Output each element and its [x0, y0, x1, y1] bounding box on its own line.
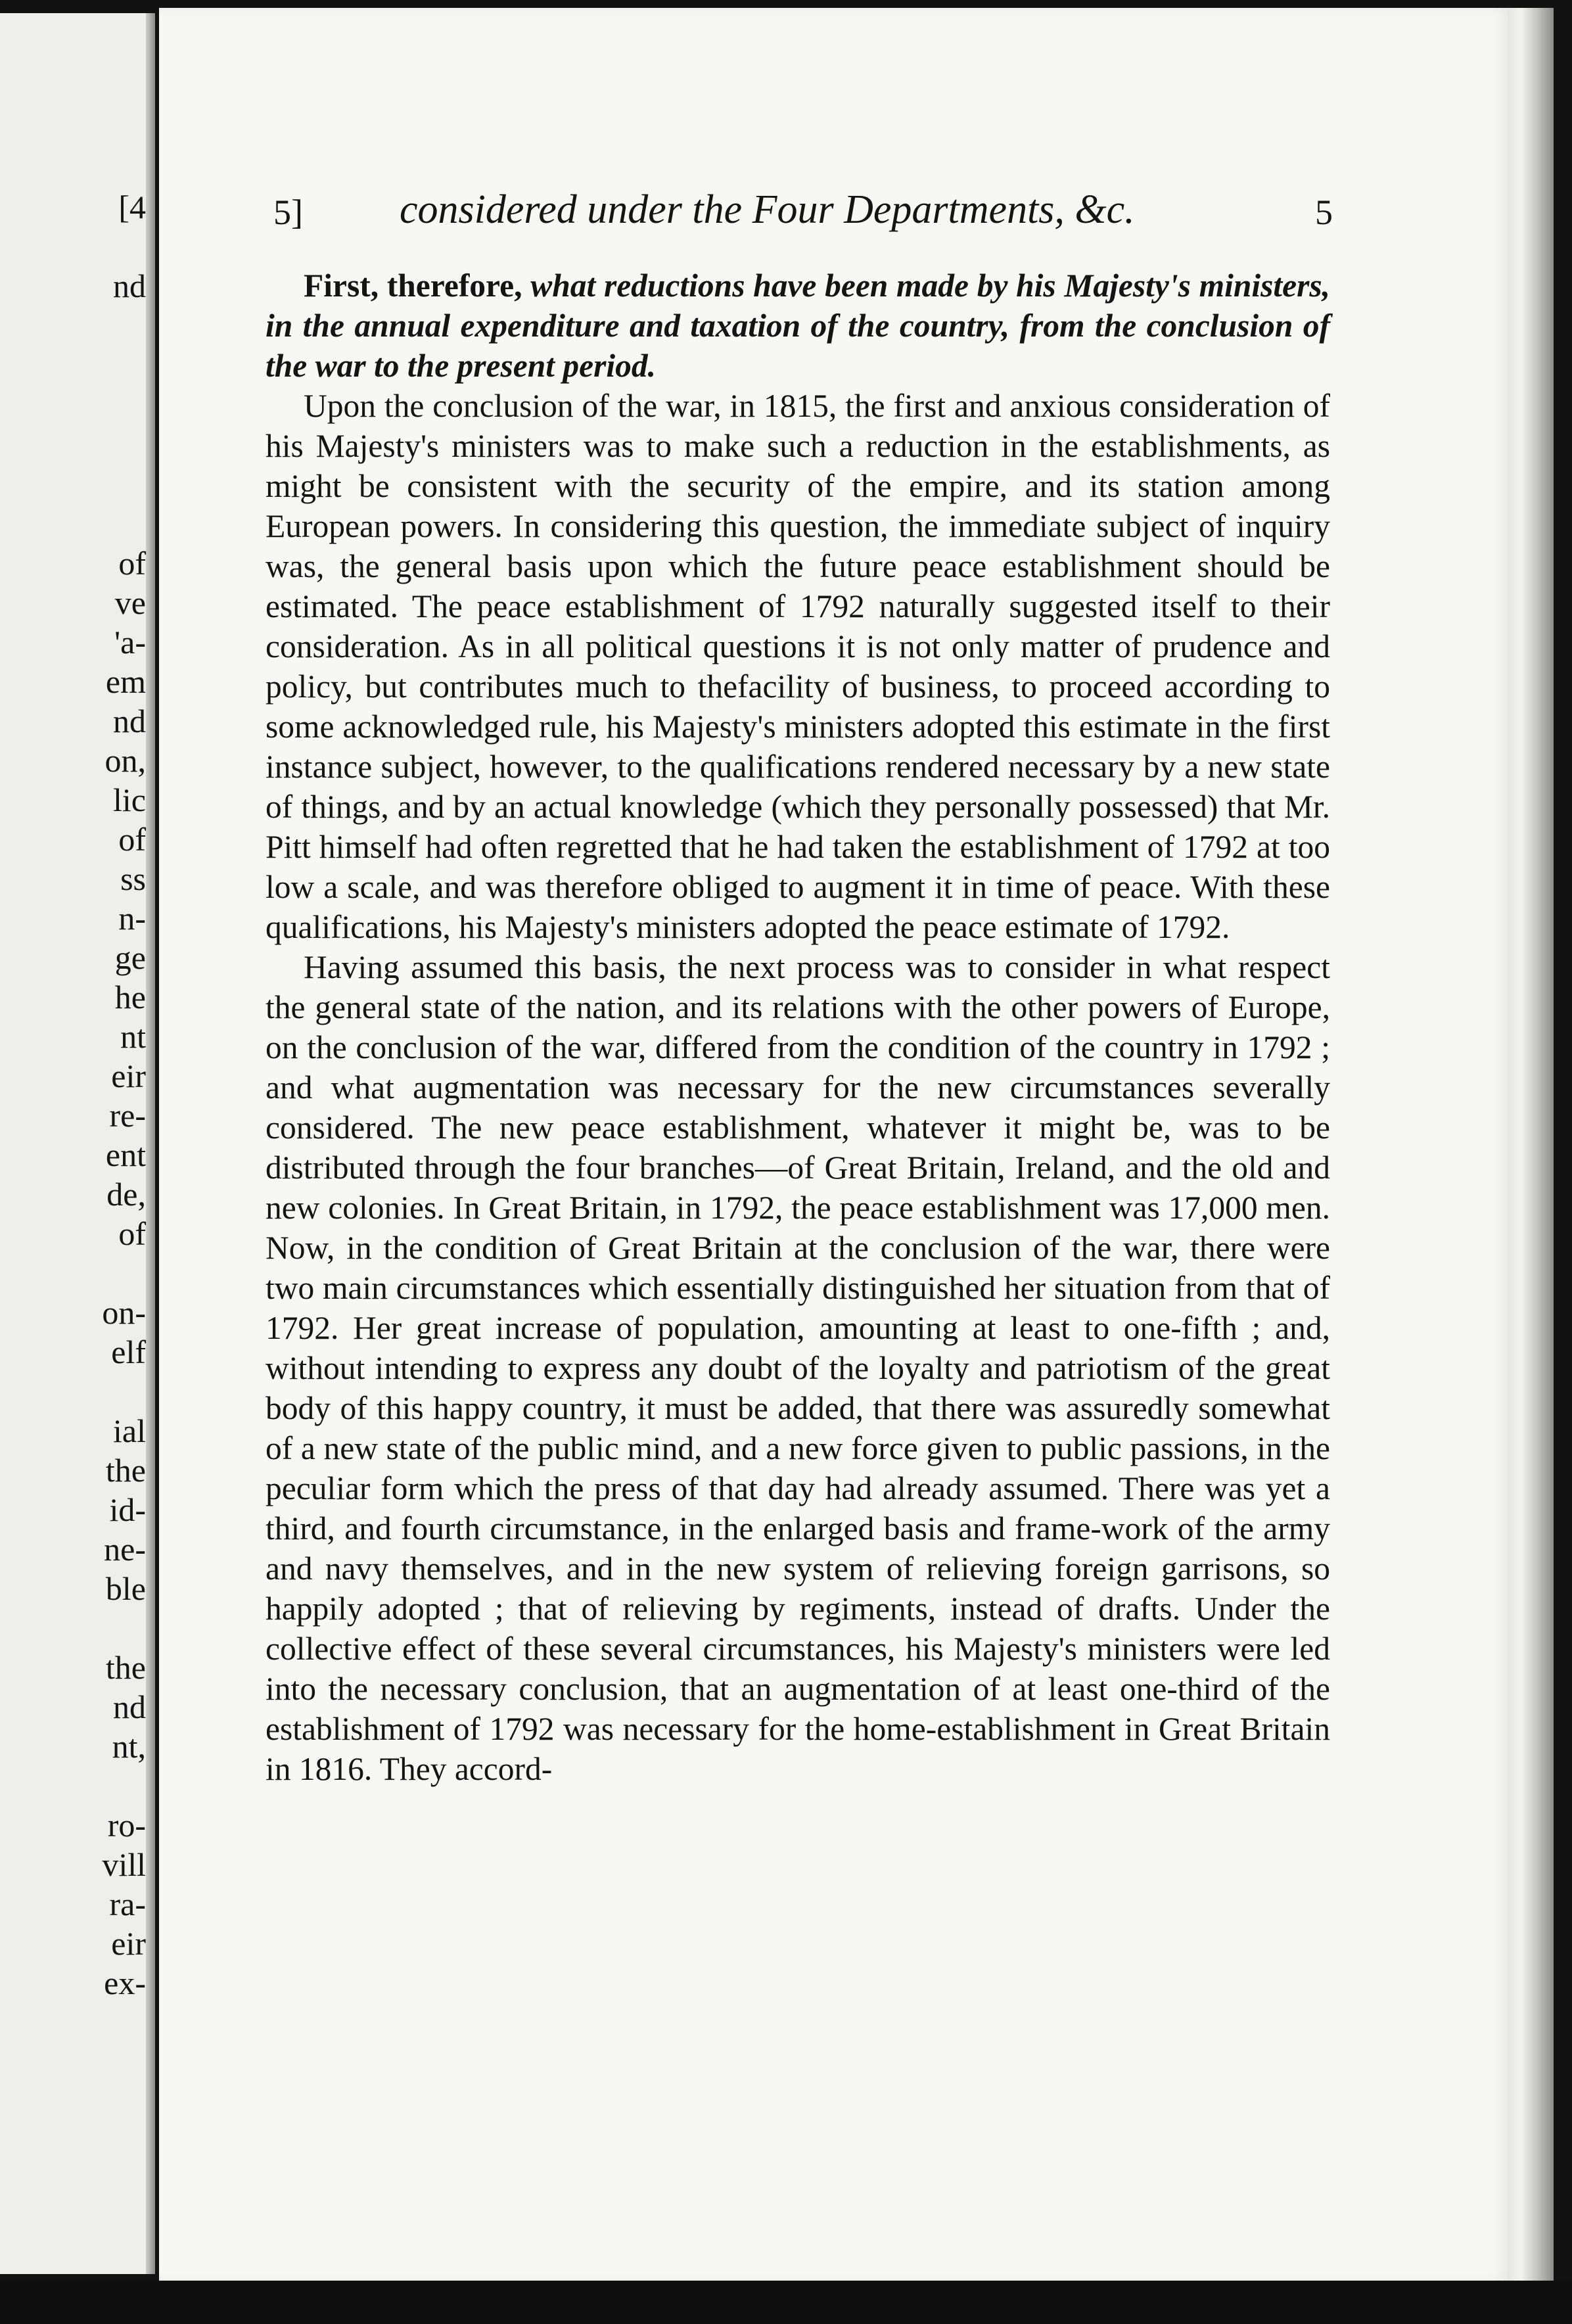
facing-page-fragment: nd: [113, 703, 146, 739]
facing-page-fragment: ve: [114, 584, 146, 621]
facing-page-fragment: of: [118, 821, 146, 858]
facing-page-fragment: of: [118, 1215, 146, 1252]
facing-page-fragment: ne-: [104, 1531, 146, 1568]
facing-page-fragment: ex-: [104, 1964, 146, 2001]
facing-page-fragment: of: [118, 545, 146, 582]
facing-page-fragment: eir: [111, 1057, 146, 1094]
body-text: [266, 266, 1330, 1789]
facing-page-fragment: the: [105, 1452, 146, 1489]
facing-page-fragment: nd: [113, 267, 146, 304]
page-gutter-shadow: [146, 13, 155, 2274]
facing-page-fragment: eir: [111, 1925, 146, 1962]
facing-page-fragment: nt: [120, 1018, 146, 1055]
facing-page-fragment: nd: [113, 1688, 146, 1725]
paragraph-3: Having assumed this basis, the next process was to consider in what respect the general state of the nation, and its relations with the other powers of Europe, on the conclusion of the war, differed from the condition of the country in 1792 ; and what augmentation was necessary for the new circumstances severally considered. The new peace establishment, whatever it might be, was to be distributed through the four branches—of Great Britain, Ireland, and the old and new colonies. In Great Britain, in 1792, the peace establishment was 17,000 men. Now, in the condition of Great Britain at the conclusion of the war, there were two main circumstances which essentially distinguished her situation from that of 1792. Her great increase of population, amounting at least to one-fifth ; and, without intending to express any doubt of the loyalty and patriotism of the great body of this happy country, it must be added, that there was assuredly somewhat of a new state of the public mind, and a new force given to public passions, in the peculiar form which the press of that day had already assumed. There was yet a third, and fourth circumstance, in the enlarged basis and frame-work of the army and navy themselves, and in the new system of relieving foreign garrisons, so happily adopted ; that of relieving by regiments, instead of drafts. Under the collective effect of these several circumstances, his Majesty's ministers were led into the necessary conclusion, that an augmentation of at least one-third of the establishment of 1792 was necessary for the home-establishment in Great Britain in 1816. They accord-: [266, 949, 1330, 1787]
paragraph-1: [266, 266, 1330, 386]
running-header: [273, 187, 1333, 239]
facing-page-fragment: ble: [105, 1570, 146, 1607]
facing-page-fragment: ge: [114, 939, 146, 976]
facing-page-fragment: the: [105, 1649, 146, 1686]
facing-page-fragment: on,: [104, 742, 146, 779]
facing-page-fragment: ro-: [107, 1807, 146, 1844]
facing-page-fragment: em: [105, 663, 146, 700]
facing-page-fragment: lic: [113, 781, 146, 818]
facing-page-fragment: re-: [109, 1097, 146, 1134]
facing-page-fragment: he: [114, 979, 146, 1015]
scan-bottom-edge: [0, 2281, 1572, 2324]
facing-page-fragment: ss: [120, 860, 146, 897]
facing-page-fragment: on-: [102, 1294, 146, 1331]
facing-page-fragment: vill: [102, 1846, 146, 1883]
facing-page-fragment: elf: [111, 1334, 146, 1370]
facing-page-fragment: ial: [113, 1412, 146, 1449]
facing-page-fragment: de,: [106, 1176, 146, 1213]
facing-page-fragment: ra-: [109, 1886, 146, 1922]
facing-page-fragment: id-: [109, 1491, 146, 1528]
paragraph-1-italic: what reductions have been made by his Majesty's ministers, in the annual expenditure and taxation of the country, from the conclusion of the war to the present period.: [266, 267, 1330, 384]
paragraph-1-lead: First, therefore,: [304, 267, 522, 304]
page-stack-edge: [1508, 8, 1554, 2282]
page-number: 5: [1315, 193, 1333, 232]
facing-page-fragment: nt,: [112, 1728, 146, 1765]
header-left-marker: 5]: [273, 193, 303, 232]
facing-page-fragment: ent: [105, 1136, 146, 1173]
facing-page-fragment: 'a-: [114, 624, 146, 661]
facing-page-fragment: [4: [118, 189, 146, 225]
paragraph-2: Upon the conclusion of the war, in 1815, the first and anxious consideration of his Majesty's ministers was to make such a reduction in the establishments, as might be consistent with the security of the empire, and its station among European powers. In considering this question, the immediate subject of inquiry was, the general basis upon which the future peace establishment should be estimated. The peace establishment of 1792 naturally suggested itself to their consideration. As in all political questions it is not only matter of prudence and policy, but contributes much to thefacility of business, to proceed according to some acknowledged rule, his Majesty's ministers adopted this estimate in the first instance subject, however, to the qualifications rendered necessary by a new state of things, and by an actual knowledge (which they personally possessed) that Mr. Pitt himself had often regretted that he had taken the establishment of 1792 at too low a scale, and was therefore obliged to augment it in time of peace. With these qualifications, his Majesty's ministers adopted the peace estimate of 1792.: [266, 388, 1330, 945]
facing-page-fragment: n-: [118, 900, 146, 937]
header-title: considered under the Four Departments, &c.: [400, 187, 1135, 232]
facing-page-edge: [0, 13, 155, 2274]
